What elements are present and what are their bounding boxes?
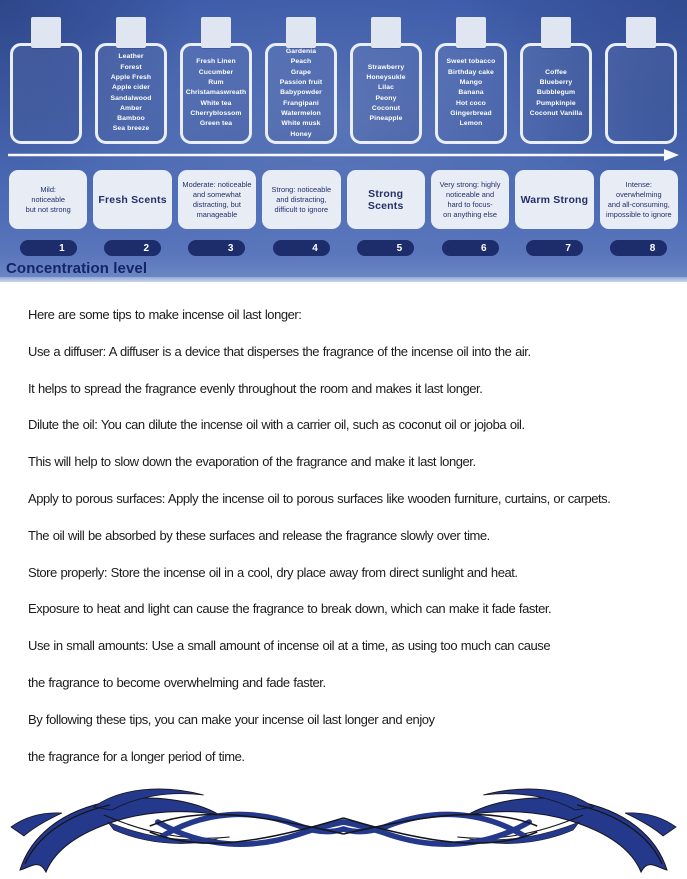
scent-item: Watermelon	[281, 109, 321, 117]
bottle-body	[605, 43, 677, 144]
scent-item: Mango	[459, 79, 483, 87]
scent-item: Passion fruit	[279, 79, 323, 87]
scent-item: Babypowder	[280, 89, 322, 97]
scent-item: Fresh Linen	[196, 58, 236, 66]
scale-box	[515, 170, 593, 229]
scale-box-line: Warm Strong	[520, 193, 589, 206]
scent-item: Birthday cake	[448, 68, 494, 76]
scale-box-line: but not strong	[25, 204, 71, 214]
scent-item: Coconut Vanilla	[529, 109, 583, 117]
scent-bottle	[265, 17, 337, 148]
scent-item: Strawberry	[367, 63, 405, 71]
scent-item: Pumpkinpie	[536, 99, 576, 107]
bottle-cap	[31, 17, 61, 48]
scent-item: Blueberry	[539, 79, 573, 87]
scent-item: Rum	[208, 79, 224, 87]
scent-item: Banana	[458, 89, 484, 97]
right-arrow-icon	[0, 148, 687, 162]
tips-line: It helps to spread the fragrance evenly throughout the room and makes it last longer.	[28, 380, 483, 396]
scale-box-line: Mild:	[40, 184, 56, 194]
scent-item: Grape	[290, 68, 312, 76]
tribal-flourish-decoration	[8, 782, 679, 874]
bottle-body	[180, 43, 252, 144]
scale-box-line: Moderate: noticeable	[182, 179, 252, 189]
level-number-pill: 6	[442, 240, 499, 256]
scent-item: Sandalwood	[110, 94, 152, 102]
bottle-body	[520, 43, 592, 144]
tips-line: Apply to porous surfaces: Apply the incense oil to porous surfaces like wooden furniture, curtains, or carpets.	[28, 490, 611, 506]
level-pill-cell	[178, 240, 256, 256]
level-pill-cell	[347, 240, 425, 256]
concentration-level-label: Concentration level	[6, 260, 148, 277]
scent-item: Hot coco	[456, 99, 486, 107]
concentration-banner	[0, 0, 687, 282]
tips-line: Exposure to heat and light can cause the fragrance to break down, which can make it fade faster.	[28, 601, 552, 617]
scale-box-line: Intense:	[625, 179, 652, 189]
tips-line: Use in small amounts: Use a small amount of incense oil at a time, as using too much can cause	[28, 638, 551, 654]
scent-bottle	[605, 17, 677, 148]
scale-box-line: manageable	[196, 209, 238, 219]
scale-box	[262, 170, 340, 229]
scent-bottle	[350, 17, 422, 148]
level-number-pill: 5	[357, 240, 414, 256]
bottle-cap	[371, 17, 401, 48]
level-pill-cell	[431, 240, 509, 256]
bottle-cap	[626, 17, 656, 48]
scent-item: Sweet tobacco	[446, 58, 496, 66]
scent-item: Forest	[120, 63, 142, 71]
scent-item: Pineapple	[369, 115, 403, 123]
scent-item: Apple cider	[111, 84, 151, 92]
scale-box-line: overwhelming	[616, 189, 662, 199]
bottle-body	[95, 43, 167, 144]
level-pill-cell	[515, 240, 593, 256]
scent-item: White tea	[200, 99, 232, 107]
scent-bottle	[435, 17, 507, 148]
scent-item: Gardenia	[285, 48, 317, 56]
scale-box	[9, 170, 87, 229]
scent-item: Lilac	[378, 84, 394, 92]
scale-box-line: hard to focus-	[447, 199, 493, 209]
tips-line: Dilute the oil: You can dilute the incense oil with a carrier oil, such as coconut oil or jojoba oil.	[28, 417, 525, 433]
scale-box-line: and distracting,	[276, 194, 327, 204]
concentration-axis-arrow-row	[0, 148, 687, 162]
scent-item: Honeysukle	[366, 73, 406, 81]
tips-line: By following these tips, you can make your incense oil last longer and enjoy	[28, 711, 435, 727]
bottle-body	[10, 43, 82, 144]
scent-item: Gingerbread Lemon	[450, 109, 492, 128]
scent-item: Cucumber	[198, 68, 234, 76]
tips-text-block	[28, 297, 673, 775]
level-number-pill: 8	[610, 240, 667, 256]
scent-item: Apple Fresh	[110, 73, 152, 81]
scent-bottle	[180, 17, 252, 148]
scent-bottle	[520, 17, 592, 148]
scale-box-line: Very strong: highly	[439, 179, 501, 189]
banner-bottom-band	[0, 277, 687, 282]
scale-box	[347, 170, 425, 229]
scent-item: Bamboo	[117, 115, 145, 123]
scale-box	[431, 170, 509, 229]
scent-item: Amber	[119, 104, 143, 112]
scale-box-line: Strong: noticeable	[271, 184, 332, 194]
scale-box-line: and all-consuming,	[607, 199, 670, 209]
tips-line: This will help to slow down the evaporation of the fragrance and make it last longer.	[28, 454, 476, 470]
scale-box-line: Fresh Scents	[98, 193, 167, 206]
tips-line: the fragrance to become overwhelming and fade faster.	[28, 674, 326, 690]
tips-line: The oil will be absorbed by these surfaces and release the fragrance slowly over time.	[28, 527, 490, 543]
level-number-pill: 1	[20, 240, 77, 256]
scale-box-line: difficult to ignore	[274, 204, 329, 214]
scent-item: Frangipani	[283, 99, 319, 107]
intensity-boxes-row	[0, 170, 687, 229]
scent-item: Peony	[375, 94, 397, 102]
level-pill-cell	[93, 240, 171, 256]
bottle-cap	[116, 17, 146, 48]
scale-box	[600, 170, 678, 229]
bottle-cap	[286, 17, 316, 48]
bottle-body	[350, 43, 422, 144]
scale-box-line: noticeable	[31, 194, 66, 204]
level-number-pill: 7	[526, 240, 583, 256]
level-number-pill: 2	[104, 240, 161, 256]
tribal-flourish-icon	[8, 782, 679, 874]
tips-line: Use a diffuser: A diffuser is a device that disperses the fragrance of the incense oil into the air.	[28, 343, 531, 359]
scent-item: Leather	[118, 53, 144, 61]
bottle-body	[435, 43, 507, 144]
scent-item: Peach	[290, 58, 312, 66]
scent-item: Coconut	[371, 104, 401, 112]
scale-box-line: noticeable and	[446, 189, 495, 199]
scent-item: Green tea	[199, 120, 233, 128]
level-pill-cell	[262, 240, 340, 256]
scent-item: Honey	[290, 130, 312, 138]
scent-item: Coffee	[545, 68, 567, 76]
level-number-pills-row	[0, 240, 687, 256]
scale-box	[178, 170, 256, 229]
scale-box-line: Strong Scents	[367, 187, 404, 212]
bottle-cap	[541, 17, 571, 48]
scent-item: Bubblegum	[536, 89, 576, 97]
scale-box-line: and somewhat	[192, 189, 241, 199]
scent-bottle	[95, 17, 167, 148]
tips-line: Store properly: Store the incense oil in a cool, dry place away from direct sunlight and heat.	[28, 564, 518, 580]
scent-item: White musk	[281, 120, 321, 128]
bottle-cap	[456, 17, 486, 48]
scale-box-line: distracting, but	[192, 199, 241, 209]
scent-bottle	[10, 17, 82, 148]
tips-line: the fragrance for a longer period of time.	[28, 748, 245, 764]
level-pill-cell	[600, 240, 678, 256]
bottle-cap	[201, 17, 231, 48]
scale-box	[93, 170, 171, 229]
scent-item: Christamaswreath	[185, 89, 247, 97]
scent-bottles-row	[0, 0, 687, 148]
level-number-pill: 4	[273, 240, 330, 256]
scent-item: Cherryblossom	[190, 109, 242, 117]
level-pill-cell	[9, 240, 87, 256]
bottle-body	[265, 43, 337, 144]
scent-item: Sea breeze	[112, 125, 150, 133]
scale-box-line: on anything else	[443, 209, 497, 219]
tips-line: Here are some tips to make incense oil last longer:	[28, 307, 302, 322]
level-number-pill: 3	[188, 240, 245, 256]
scale-box-line: impossible to ignore	[605, 209, 672, 219]
